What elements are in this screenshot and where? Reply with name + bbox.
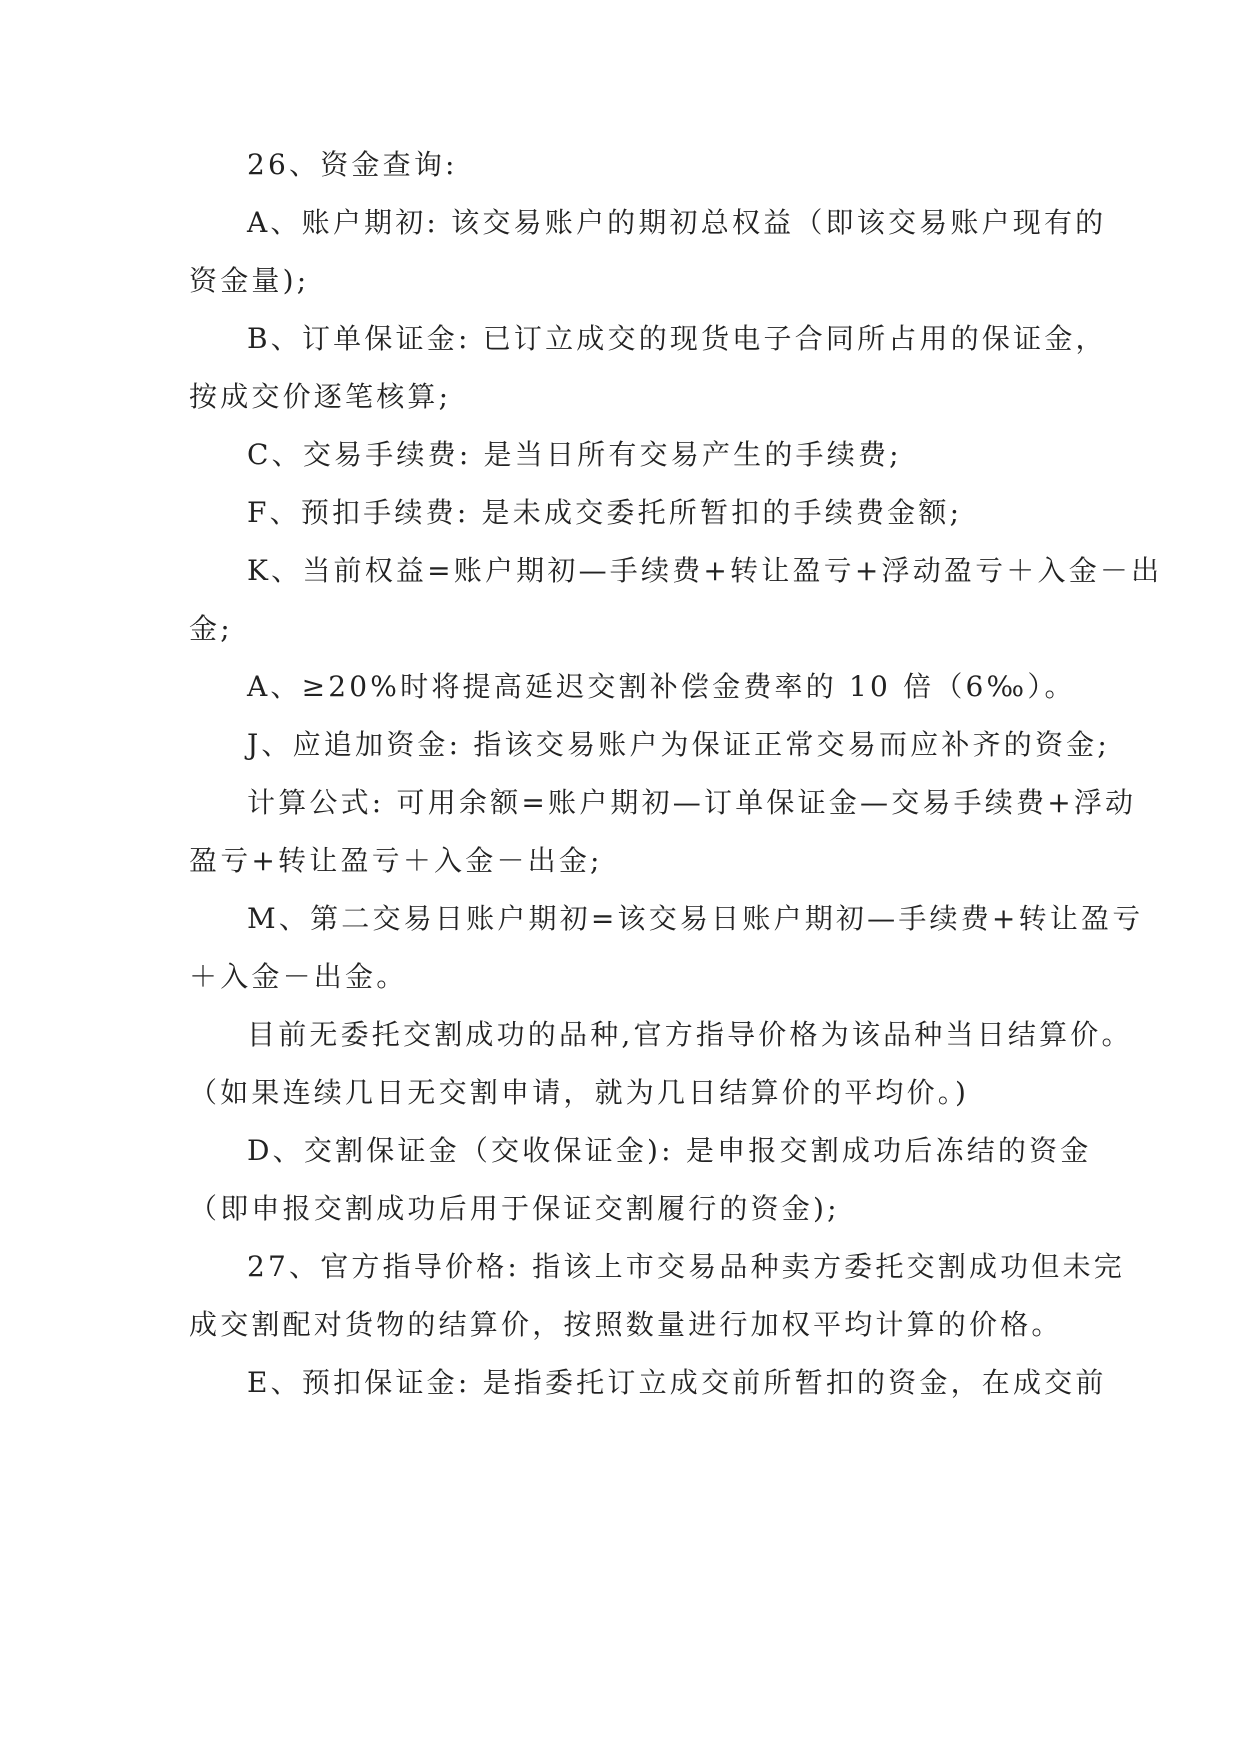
section-27-heading: 27、官方指导价格: 指该上市交易品种卖方委托交割成功但未完 bbox=[247, 1250, 1125, 1283]
section-27-continuation: 成交割配对货物的结算价，按照数量进行加权平均计算的价格。 bbox=[189, 1308, 1063, 1341]
item-a-continuation: 资金量); bbox=[189, 264, 310, 297]
item-m-next-day-opening: M、第二交易日账户期初=该交易日账户期初—手续费+转让盈亏 bbox=[247, 902, 1144, 935]
guidance-price-aside: （如果连续几日无交割申请，就为几日结算价的平均价。) bbox=[189, 1076, 970, 1109]
formula-continuation: 盈亏+转让盈亏＋入金－出金; bbox=[189, 844, 603, 877]
section-26-heading: 26、资金查询: bbox=[247, 148, 458, 181]
item-e-prepaid-margin: E、预扣保证金: 是指委托订立成交前所暂扣的资金，在成交前 bbox=[247, 1366, 1107, 1399]
item-b-order-margin: B、订单保证金: 已订立成交的现货电子合同所占用的保证金， bbox=[247, 322, 1107, 355]
item-c-trading-fee: C、交易手续费: 是当日所有交易产生的手续费; bbox=[247, 438, 902, 471]
item-a-account-opening: A、账户期初: 该交易账户的期初总权益（即该交易账户现有的 bbox=[247, 206, 1107, 239]
item-k-current-equity: K、当前权益=账户期初—手续费+转让盈亏+浮动盈亏＋入金－出 bbox=[247, 554, 1163, 587]
item-d-delivery-margin: D、交割保证金（交收保证金): 是申报交割成功后冻结的资金 bbox=[247, 1134, 1092, 1167]
item-b-continuation: 按成交价逐笔核算; bbox=[189, 380, 452, 413]
item-m-continuation: ＋入金－出金。 bbox=[189, 960, 408, 993]
guidance-price-note: 目前无委托交割成功的品种,官方指导价格为该品种当日结算价。 bbox=[247, 1018, 1133, 1051]
item-a-rate-note: A、≥20%时将提高延迟交割补偿金费率的 10 倍（6‰）。 bbox=[247, 670, 1076, 703]
item-j-additional-funds: J、应追加资金: 指该交易账户为保证正常交易而应补齐的资金; bbox=[247, 728, 1110, 761]
item-f-prepaid-fee: F、预扣手续费: 是未成交委托所暂扣的手续费金额; bbox=[247, 496, 963, 529]
item-k-continuation: 金; bbox=[189, 612, 233, 645]
formula-available: 计算公式: 可用余额=账户期初—订单保证金—交易手续费+浮动 bbox=[247, 786, 1137, 819]
item-d-continuation: （即申报交割成功后用于保证交割履行的资金); bbox=[189, 1192, 840, 1225]
